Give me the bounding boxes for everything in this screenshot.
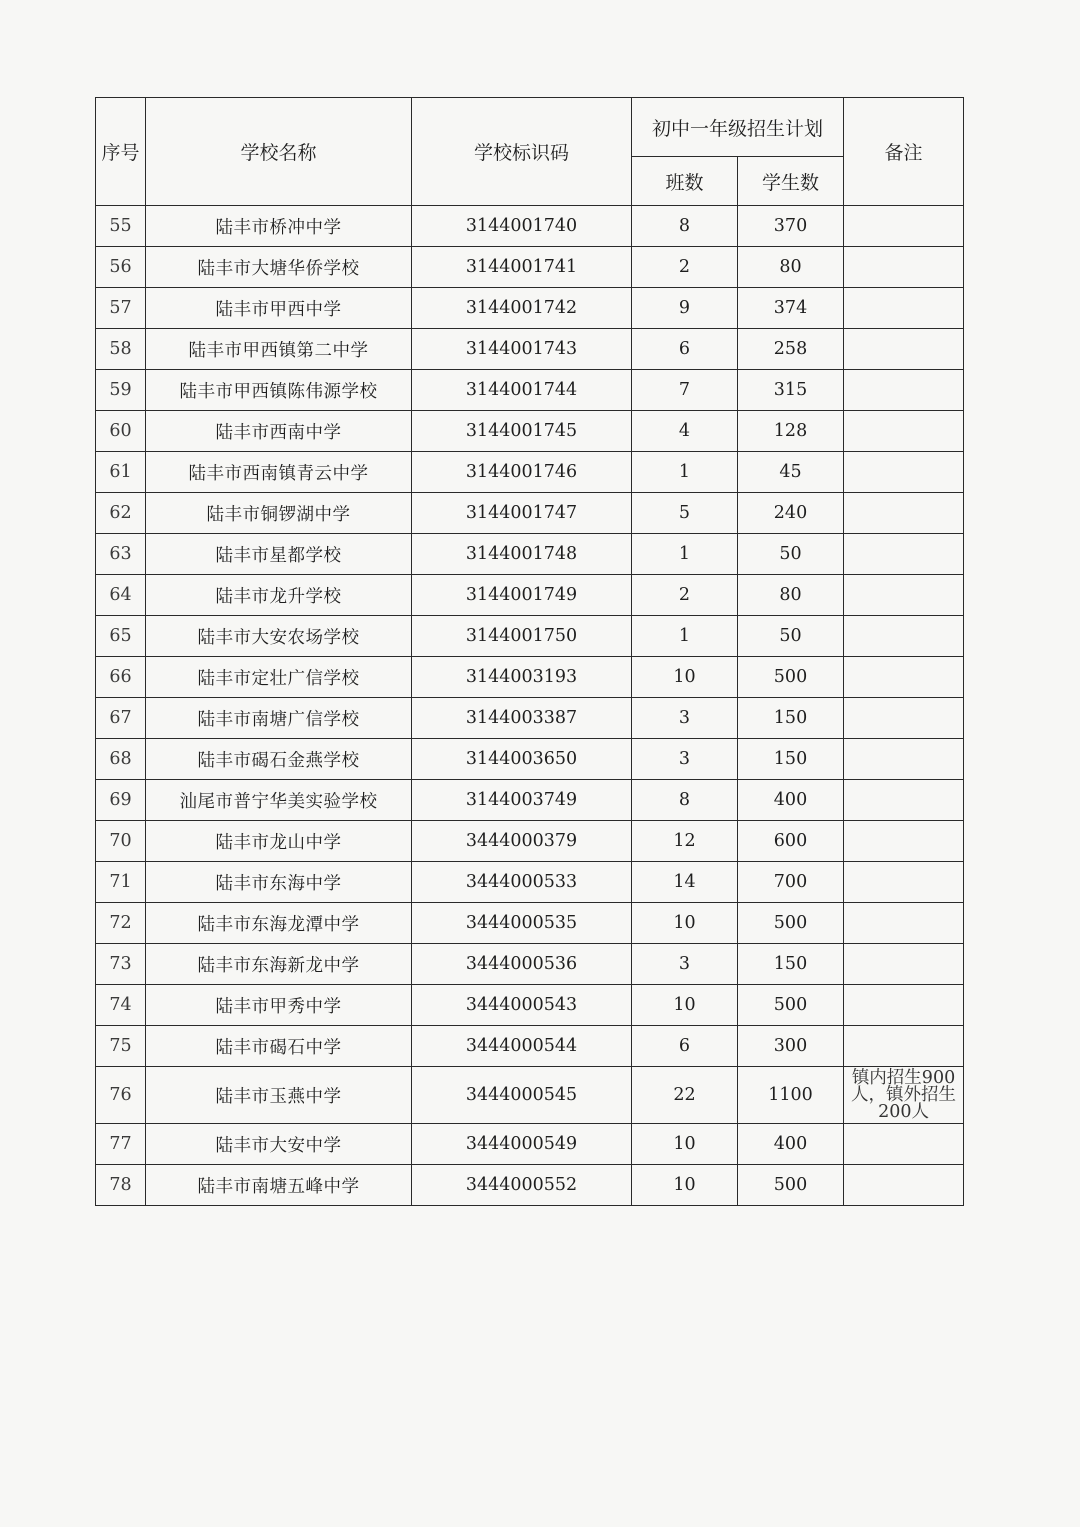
cell-students: 500 (738, 985, 844, 1026)
table-row (96, 575, 964, 616)
cell-remark (844, 370, 964, 411)
cell-classes: 10 (632, 1165, 738, 1206)
cell-school-code: 3144003749 (412, 780, 632, 821)
cell-school-name: 陆丰市甲秀中学 (146, 985, 412, 1026)
cell-classes: 1 (632, 616, 738, 657)
cell-index: 65 (96, 616, 146, 657)
table-row (96, 985, 964, 1026)
cell-index: 71 (96, 862, 146, 903)
cell-classes: 1 (632, 534, 738, 575)
cell-school-code: 3144001740 (412, 206, 632, 247)
header-index: 序号 (96, 98, 146, 206)
cell-school-code: 3144003650 (412, 739, 632, 780)
table-row (96, 698, 964, 739)
cell-school-code: 3444000545 (412, 1067, 632, 1124)
cell-index: 70 (96, 821, 146, 862)
cell-index: 59 (96, 370, 146, 411)
cell-remark (844, 657, 964, 698)
cell-school-name: 陆丰市碣石中学 (146, 1026, 412, 1067)
cell-index: 69 (96, 780, 146, 821)
cell-index: 62 (96, 493, 146, 534)
table-row (96, 944, 964, 985)
cell-index: 64 (96, 575, 146, 616)
cell-students: 50 (738, 616, 844, 657)
cell-remark (844, 739, 964, 780)
header-plan-group: 初中一年级招生计划 (632, 98, 844, 157)
table-row (96, 780, 964, 821)
table-row (96, 657, 964, 698)
cell-index: 75 (96, 1026, 146, 1067)
cell-index: 55 (96, 206, 146, 247)
cell-school-code: 3144001743 (412, 329, 632, 370)
cell-school-name: 陆丰市西南中学 (146, 411, 412, 452)
header-school-code: 学校标识码 (412, 98, 632, 206)
cell-classes: 6 (632, 329, 738, 370)
cell-school-code: 3144001745 (412, 411, 632, 452)
cell-school-code: 3444000536 (412, 944, 632, 985)
cell-school-code: 3444000552 (412, 1165, 632, 1206)
table-row (96, 862, 964, 903)
cell-remark (844, 329, 964, 370)
cell-classes: 7 (632, 370, 738, 411)
cell-classes: 12 (632, 821, 738, 862)
header-school-name: 学校名称 (146, 98, 412, 206)
cell-school-name: 陆丰市甲西镇陈伟源学校 (146, 370, 412, 411)
cell-students: 500 (738, 657, 844, 698)
table-row (96, 616, 964, 657)
table-row (96, 1026, 964, 1067)
cell-classes: 3 (632, 944, 738, 985)
cell-classes: 2 (632, 575, 738, 616)
cell-school-name: 陆丰市星都学校 (146, 534, 412, 575)
cell-students: 80 (738, 575, 844, 616)
cell-index: 74 (96, 985, 146, 1026)
cell-students: 128 (738, 411, 844, 452)
cell-remark (844, 452, 964, 493)
cell-school-name: 陆丰市玉燕中学 (146, 1067, 412, 1124)
cell-remark (844, 288, 964, 329)
cell-school-code: 3444000544 (412, 1026, 632, 1067)
cell-index: 73 (96, 944, 146, 985)
header-classes: 班数 (632, 157, 738, 206)
cell-remark (844, 1026, 964, 1067)
table-body (96, 206, 964, 1206)
cell-students: 258 (738, 329, 844, 370)
cell-school-name: 陆丰市东海新龙中学 (146, 944, 412, 985)
cell-index: 77 (96, 1124, 146, 1165)
cell-index: 56 (96, 247, 146, 288)
table-row (96, 411, 964, 452)
cell-school-name: 陆丰市南塘广信学校 (146, 698, 412, 739)
cell-school-name: 陆丰市大塘华侨学校 (146, 247, 412, 288)
cell-school-name: 陆丰市定壮广信学校 (146, 657, 412, 698)
cell-students: 240 (738, 493, 844, 534)
cell-index: 60 (96, 411, 146, 452)
cell-school-code: 3144001746 (412, 452, 632, 493)
cell-remark (844, 698, 964, 739)
cell-students: 600 (738, 821, 844, 862)
cell-index: 57 (96, 288, 146, 329)
cell-students: 400 (738, 1124, 844, 1165)
cell-remark (844, 944, 964, 985)
cell-classes: 3 (632, 698, 738, 739)
cell-index: 76 (96, 1067, 146, 1124)
cell-remark (844, 247, 964, 288)
cell-remark: 镇内招生900人，镇外招生200人 (844, 1067, 964, 1124)
cell-index: 58 (96, 329, 146, 370)
cell-students: 150 (738, 944, 844, 985)
cell-students: 50 (738, 534, 844, 575)
table-row (96, 739, 964, 780)
table-row (96, 493, 964, 534)
cell-classes: 10 (632, 985, 738, 1026)
cell-classes: 4 (632, 411, 738, 452)
cell-students: 150 (738, 698, 844, 739)
cell-classes: 10 (632, 903, 738, 944)
table-row (96, 1165, 964, 1206)
cell-school-name: 陆丰市桥冲中学 (146, 206, 412, 247)
cell-students: 80 (738, 247, 844, 288)
table-row (96, 534, 964, 575)
cell-school-name: 陆丰市碣石金燕学校 (146, 739, 412, 780)
cell-classes: 14 (632, 862, 738, 903)
cell-school-name: 陆丰市东海龙潭中学 (146, 903, 412, 944)
cell-school-name: 陆丰市龙升学校 (146, 575, 412, 616)
cell-students: 500 (738, 1165, 844, 1206)
table-row (96, 329, 964, 370)
cell-school-code: 3144001750 (412, 616, 632, 657)
cell-classes: 1 (632, 452, 738, 493)
cell-remark (844, 780, 964, 821)
cell-school-code: 3444000535 (412, 903, 632, 944)
cell-school-name: 汕尾市普宁华美实验学校 (146, 780, 412, 821)
cell-classes: 10 (632, 657, 738, 698)
cell-remark (844, 903, 964, 944)
cell-index: 67 (96, 698, 146, 739)
cell-students: 1100 (738, 1067, 844, 1124)
table-row (96, 1124, 964, 1165)
cell-school-name: 陆丰市西南镇青云中学 (146, 452, 412, 493)
cell-school-name: 陆丰市龙山中学 (146, 821, 412, 862)
cell-school-code: 3444000533 (412, 862, 632, 903)
cell-classes: 3 (632, 739, 738, 780)
cell-school-name: 陆丰市大安中学 (146, 1124, 412, 1165)
cell-index: 78 (96, 1165, 146, 1206)
cell-classes: 6 (632, 1026, 738, 1067)
cell-remark (844, 575, 964, 616)
table-row (96, 903, 964, 944)
cell-index: 72 (96, 903, 146, 944)
cell-remark (844, 206, 964, 247)
table-row (96, 288, 964, 329)
table-row (96, 247, 964, 288)
table-row (96, 206, 964, 247)
cell-classes: 10 (632, 1124, 738, 1165)
cell-school-code: 3144001749 (412, 575, 632, 616)
cell-school-code: 3144001742 (412, 288, 632, 329)
cell-classes: 2 (632, 247, 738, 288)
cell-school-code: 3144003387 (412, 698, 632, 739)
cell-school-code: 3144001741 (412, 247, 632, 288)
cell-students: 315 (738, 370, 844, 411)
enrollment-plan-table (95, 97, 964, 1206)
cell-students: 374 (738, 288, 844, 329)
cell-remark (844, 534, 964, 575)
cell-school-name: 陆丰市甲西中学 (146, 288, 412, 329)
cell-students: 45 (738, 452, 844, 493)
cell-index: 63 (96, 534, 146, 575)
cell-school-name: 陆丰市甲西镇第二中学 (146, 329, 412, 370)
cell-classes: 5 (632, 493, 738, 534)
cell-index: 61 (96, 452, 146, 493)
header-remark: 备注 (844, 98, 964, 206)
cell-remark (844, 821, 964, 862)
cell-classes: 8 (632, 206, 738, 247)
cell-school-name: 陆丰市铜锣湖中学 (146, 493, 412, 534)
cell-remark (844, 1124, 964, 1165)
cell-school-code: 3444000379 (412, 821, 632, 862)
cell-school-name: 陆丰市东海中学 (146, 862, 412, 903)
cell-students: 300 (738, 1026, 844, 1067)
header-row-1 (96, 98, 964, 157)
cell-students: 700 (738, 862, 844, 903)
cell-school-code: 3444000543 (412, 985, 632, 1026)
cell-students: 150 (738, 739, 844, 780)
cell-school-code: 3144001744 (412, 370, 632, 411)
cell-remark (844, 1165, 964, 1206)
table-row (96, 1067, 964, 1124)
cell-students: 400 (738, 780, 844, 821)
cell-classes: 8 (632, 780, 738, 821)
cell-classes: 9 (632, 288, 738, 329)
cell-students: 500 (738, 903, 844, 944)
table-row (96, 452, 964, 493)
cell-remark (844, 493, 964, 534)
cell-index: 68 (96, 739, 146, 780)
table-row (96, 821, 964, 862)
cell-index: 66 (96, 657, 146, 698)
cell-remark (844, 616, 964, 657)
cell-school-name: 陆丰市南塘五峰中学 (146, 1165, 412, 1206)
cell-classes: 22 (632, 1067, 738, 1124)
cell-remark (844, 411, 964, 452)
cell-remark (844, 862, 964, 903)
table-row (96, 370, 964, 411)
cell-students: 370 (738, 206, 844, 247)
table-header (96, 98, 964, 206)
cell-school-code: 3144003193 (412, 657, 632, 698)
cell-remark (844, 985, 964, 1026)
cell-school-code: 3144001747 (412, 493, 632, 534)
cell-school-name: 陆丰市大安农场学校 (146, 616, 412, 657)
header-students: 学生数 (738, 157, 844, 206)
cell-school-code: 3444000549 (412, 1124, 632, 1165)
cell-school-code: 3144001748 (412, 534, 632, 575)
